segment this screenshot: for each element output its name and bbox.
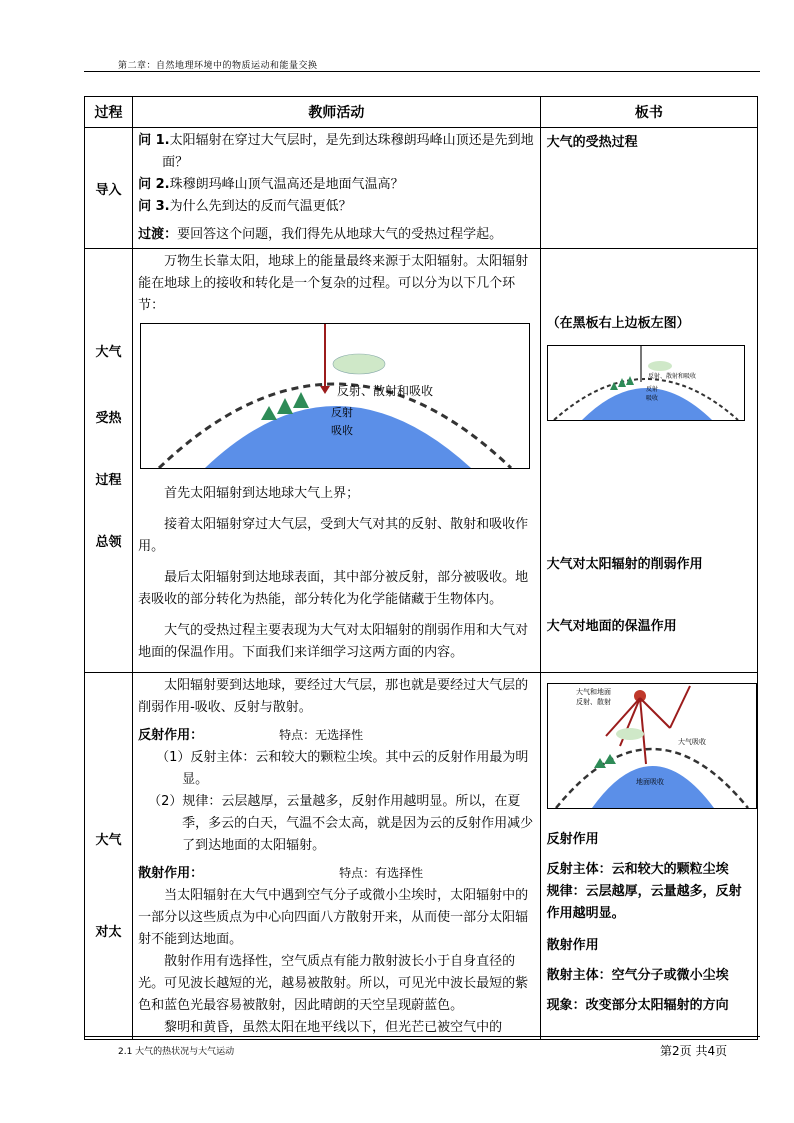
heating-process-figure: [140, 323, 530, 469]
tree-icon: [261, 406, 277, 420]
board-line: 散射作用: [546, 938, 599, 953]
arrow-up: [670, 686, 690, 728]
arrow-head: [320, 386, 330, 394]
transition: [138, 224, 534, 246]
heating-diagram: [141, 324, 529, 468]
board-line: 反射作用: [546, 832, 599, 847]
question-1: [138, 130, 534, 174]
process-cell: [85, 249, 133, 673]
process-label: 对太: [95, 925, 122, 940]
board-line: 大气对太阳辐射的削弱作用: [546, 557, 703, 572]
step-4: 大气的受热过程主要表现为大气对太阳辐射的削弱作用和大气对地面的保温作用。下面我们来详细学习这两方面的内容。: [138, 623, 529, 660]
process-label: 过程: [95, 473, 122, 488]
board-line: 大气对地面的保温作用: [546, 619, 677, 634]
q2-prefix: 问 2.: [138, 177, 170, 192]
tree-icon: [618, 378, 626, 387]
reflect-label: 反射作用：: [138, 728, 204, 743]
table-row: [85, 128, 758, 249]
col-header-process: 过程: [85, 97, 133, 128]
reflect-heading: [138, 724, 534, 747]
weakening-diagram: [548, 684, 756, 808]
table-header-row: [85, 97, 758, 128]
header-rule: [84, 71, 760, 72]
scatter-heading: [138, 862, 534, 885]
earth-surface: [592, 766, 714, 808]
board-note: （在黑板右上边板左图）: [546, 316, 690, 331]
reflect-point-1: （1）反射主体：云和较大的颗粒尘埃。其中云的反射作用最为明显。: [156, 750, 529, 787]
scatter-feature: 特点：有选择性: [339, 866, 424, 880]
board-line: 现象：改变部分太阳辐射的方向: [546, 998, 729, 1013]
q2-text: 珠穆朗玛峰山顶气温高还是地面气温高？: [169, 177, 404, 192]
process-cell: [85, 673, 133, 1040]
page-number: 第2页 共4页: [660, 1044, 728, 1058]
fig-label-3: 大气吸收: [677, 738, 706, 746]
reflect-feature: 特点：无选择性: [279, 728, 364, 742]
cloud: [648, 361, 672, 371]
board-line: 散射主体：空气分子或微小尘埃: [546, 968, 729, 983]
tree-icon: [594, 758, 606, 768]
cloud: [333, 354, 385, 374]
process-label: 导入: [95, 182, 122, 198]
tree-icon: [277, 398, 293, 414]
process-label: 总领: [95, 535, 122, 550]
board-cell: [540, 673, 757, 1040]
board-cell: [540, 249, 757, 673]
board-title: 大气的受热过程: [546, 135, 638, 150]
board-cell: [540, 128, 757, 249]
reflect-point-2: （2）规律：云层越厚，云量越多，反射作用越明显。所以，在夏季，多云的白天，气温不会太高，就是因为云的反射作用减少了到达地面的太阳辐射。: [148, 794, 534, 853]
question-3: [138, 196, 534, 218]
intro-text: 太阳辐射要到达地球，要经过大气层，那也就是要经过大气层的削弱作用-吸收、反射与散射。: [138, 678, 529, 715]
scatter-paragraph: 黎明和黄昏，虽然太阳在地平线以下，但光芒已被空气中的: [164, 1020, 503, 1035]
footer-section: 2.1 大气的热状况与大气运动: [118, 1047, 235, 1057]
transition-label: 过渡：: [138, 227, 178, 242]
tree-icon: [604, 754, 616, 764]
process-label: 受热: [95, 411, 122, 426]
arrow-absorb: [640, 698, 670, 728]
teacher-cell: [133, 673, 541, 1040]
fig-label-1: 大气和地面: [575, 688, 611, 696]
q3-text: 为什么先到达的反而气温更低？: [169, 199, 352, 214]
scatter-label: 散射作用：: [138, 866, 204, 881]
cloud: [616, 728, 644, 740]
scatter-paragraph: 当太阳辐射在大气中遇到空气分子或微小尘埃时，太阳辐射中的一部分以这些质点为中心向四面八方散射开来，从而使一部分太阳辐射不能到达地面。: [138, 888, 529, 947]
board-fig-earth-2: 吸收: [645, 395, 658, 402]
q1-prefix: 问 1.: [138, 133, 170, 148]
process-label: 大气: [95, 833, 122, 848]
process-cell: [85, 128, 133, 249]
col-header-board: 板书: [540, 97, 757, 128]
board-figure: [547, 345, 745, 421]
transition-text: 要回答这个问题，我们得先从地球大气的受热过程学起。: [177, 227, 503, 242]
board-diagram: [548, 346, 744, 420]
fig-label-earth-2: 吸收: [331, 424, 354, 437]
q1-text: 太阳辐射在穿过大气层时，是先到达珠穆朗玛峰山顶还是先到地面？: [162, 133, 534, 170]
col-header-teacher: 教师活动: [133, 97, 541, 128]
footer-rule: [84, 1036, 760, 1037]
board-fig-top: 反射、散射和吸收: [647, 373, 696, 380]
fig-label-top: 反射、散射和吸收: [337, 384, 434, 398]
teacher-cell: [133, 128, 541, 249]
question-2: [138, 174, 534, 196]
weakening-figure: [547, 683, 757, 809]
fig-label-2: 反射、散射: [575, 698, 611, 706]
step-1: 首先太阳辐射到达地球大气上界；: [164, 486, 360, 501]
intro-text: 万物生长靠太阳，地球上的能量最终来源于太阳辐射。太阳辐射能在地球上的接收和转化是一个复杂的过程。可以分为以下几个环节：: [138, 254, 529, 313]
tree-icon: [293, 392, 309, 408]
table-row: [85, 249, 758, 673]
lesson-table: [84, 96, 758, 1040]
board-line: 反射主体：云和较大的颗粒尘埃: [546, 862, 729, 877]
board-line: 规律：云层越厚，云量越多，反射作用越明显。: [546, 884, 742, 921]
scatter-paragraph: 散射作用有选择性，空气质点有能力散射波长小于自身直径的光。可见波长越短的光，越易被散射。所以，可见光中波长最短的紫色和蓝色光最容易被散射，因此晴朗的天空呈现蔚蓝色。: [138, 954, 529, 1013]
q3-prefix: 问 3.: [138, 199, 170, 214]
fig-label-earth-1: 反射: [331, 406, 354, 419]
process-label: 大气: [95, 345, 122, 360]
table-row: [85, 673, 758, 1040]
page-header: 第二章：自然地理环境中的物质运动和能量交换: [118, 61, 318, 71]
teacher-cell: [133, 249, 541, 673]
fig-label-4: 地面吸收: [635, 778, 664, 786]
step-3: 最后太阳辐射到达地球表面，其中部分被反射，部分被吸收。地表吸收的部分转化为热能，部分转化为化学能储藏于生物体内。: [138, 570, 529, 607]
step-2: 接着太阳辐射穿过大气层，受到大气对其的反射、散射和吸收作用。: [138, 517, 529, 554]
board-fig-earth-1: 反射: [645, 386, 658, 393]
